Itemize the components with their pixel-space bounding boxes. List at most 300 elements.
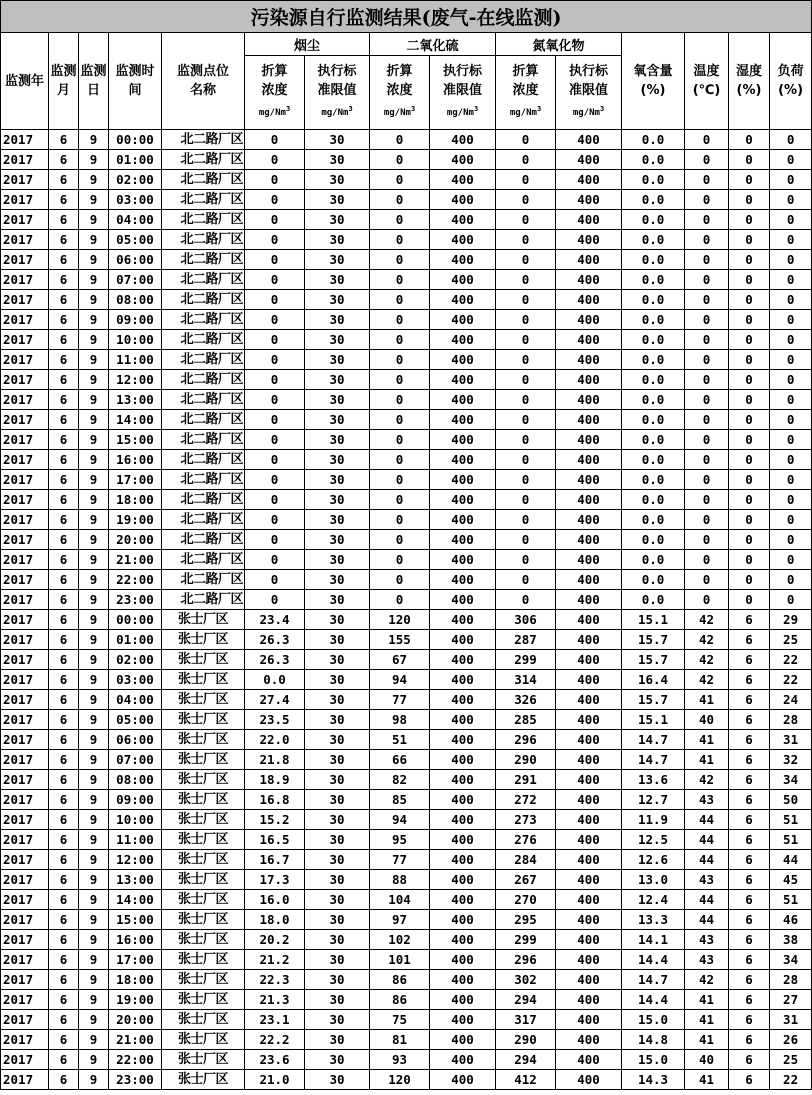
cell-so2-limit: 400 [430, 950, 496, 970]
cell-year: 2017 [1, 510, 49, 530]
cell-load: 28 [770, 710, 812, 730]
cell-nox-conc: 276 [496, 830, 556, 850]
cell-time: 04:00 [109, 210, 162, 230]
cell-year: 2017 [1, 1030, 49, 1050]
cell-so2-conc: 86 [370, 970, 430, 990]
cell-so2-limit: 400 [430, 130, 496, 150]
cell-so2-limit: 400 [430, 1030, 496, 1050]
cell-month: 6 [49, 350, 79, 370]
cell-year: 2017 [1, 530, 49, 550]
cell-time: 18:00 [109, 970, 162, 990]
cell-load: 25 [770, 1050, 812, 1070]
cell-dust-conc: 0 [245, 570, 305, 590]
cell-month: 6 [49, 830, 79, 850]
cell-nox-limit: 400 [556, 590, 622, 610]
cell-month: 6 [49, 950, 79, 970]
cell-time: 15:00 [109, 910, 162, 930]
cell-month: 6 [49, 290, 79, 310]
cell-day: 9 [79, 490, 109, 510]
cell-so2-conc: 0 [370, 590, 430, 610]
cell-time: 17:00 [109, 950, 162, 970]
cell-nox-limit: 400 [556, 510, 622, 530]
cell-month: 6 [49, 790, 79, 810]
cell-temperature: 44 [685, 890, 729, 910]
cell-so2-limit: 400 [430, 350, 496, 370]
cell-time: 07:00 [109, 750, 162, 770]
cell-dust-limit: 30 [305, 250, 370, 270]
cell-so2-limit: 400 [430, 390, 496, 410]
cell-nox-conc: 0 [496, 330, 556, 350]
cell-day: 9 [79, 990, 109, 1010]
cell-day: 9 [79, 1070, 109, 1090]
cell-temperature: 41 [685, 1030, 729, 1050]
cell-dust-limit: 30 [305, 670, 370, 690]
cell-site: 北二路厂区 [162, 570, 245, 590]
cell-oxygen: 14.3 [622, 1070, 685, 1090]
cell-dust-conc: 22.0 [245, 730, 305, 750]
cell-so2-conc: 120 [370, 1070, 430, 1090]
cell-time: 01:00 [109, 150, 162, 170]
cell-month: 6 [49, 150, 79, 170]
cell-time: 12:00 [109, 850, 162, 870]
cell-nox-conc: 267 [496, 870, 556, 890]
cell-dust-conc: 0 [245, 530, 305, 550]
cell-nox-conc: 290 [496, 1030, 556, 1050]
cell-humidity: 0 [729, 370, 770, 390]
cell-time: 03:00 [109, 670, 162, 690]
cell-day: 9 [79, 210, 109, 230]
cell-dust-conc: 0 [245, 410, 305, 430]
cell-time: 18:00 [109, 490, 162, 510]
cell-so2-conc: 101 [370, 950, 430, 970]
cell-month: 6 [49, 330, 79, 350]
cell-time: 03:00 [109, 190, 162, 210]
cell-load: 27 [770, 990, 812, 1010]
cell-so2-limit: 400 [430, 190, 496, 210]
header-time: 监测时间 [109, 33, 162, 130]
cell-oxygen: 0.0 [622, 530, 685, 550]
cell-dust-conc: 0 [245, 210, 305, 230]
cell-so2-conc: 67 [370, 650, 430, 670]
cell-so2-limit: 400 [430, 990, 496, 1010]
cell-day: 9 [79, 650, 109, 670]
cell-load: 0 [770, 450, 812, 470]
cell-site: 张士厂区 [162, 870, 245, 890]
cell-dust-limit: 30 [305, 370, 370, 390]
table-row [1, 750, 812, 770]
cell-dust-limit: 30 [305, 350, 370, 370]
cell-so2-limit: 400 [430, 170, 496, 190]
table-row [1, 810, 812, 830]
cell-year: 2017 [1, 330, 49, 350]
cell-month: 6 [49, 270, 79, 290]
cell-site: 张士厂区 [162, 790, 245, 810]
table-row [1, 790, 812, 810]
cell-time: 05:00 [109, 710, 162, 730]
cell-day: 9 [79, 870, 109, 890]
cell-year: 2017 [1, 710, 49, 730]
cell-site: 张士厂区 [162, 610, 245, 630]
cell-so2-limit: 400 [430, 470, 496, 490]
cell-so2-conc: 0 [370, 190, 430, 210]
table-row [1, 410, 812, 430]
cell-oxygen: 15.0 [622, 1010, 685, 1030]
cell-day: 9 [79, 310, 109, 330]
cell-temperature: 0 [685, 210, 729, 230]
cell-dust-limit: 30 [305, 750, 370, 770]
cell-dust-conc: 18.0 [245, 910, 305, 930]
cell-month: 6 [49, 970, 79, 990]
cell-dust-conc: 22.3 [245, 970, 305, 990]
cell-so2-conc: 155 [370, 630, 430, 650]
cell-oxygen: 0.0 [622, 330, 685, 350]
cell-humidity: 0 [729, 310, 770, 330]
cell-site: 北二路厂区 [162, 410, 245, 430]
cell-nox-conc: 0 [496, 390, 556, 410]
cell-oxygen: 0.0 [622, 250, 685, 270]
cell-dust-conc: 26.3 [245, 630, 305, 650]
table-row [1, 630, 812, 650]
cell-day: 9 [79, 290, 109, 310]
cell-so2-limit: 400 [430, 890, 496, 910]
cell-day: 9 [79, 590, 109, 610]
cell-nox-conc: 299 [496, 930, 556, 950]
cell-month: 6 [49, 810, 79, 830]
cell-so2-limit: 400 [430, 310, 496, 330]
cell-humidity: 0 [729, 270, 770, 290]
table-title: 污染源自行监测结果(废气-在线监测) [1, 1, 812, 33]
cell-nox-limit: 400 [556, 610, 622, 630]
cell-humidity: 0 [729, 530, 770, 550]
cell-dust-conc: 0 [245, 290, 305, 310]
cell-temperature: 44 [685, 910, 729, 930]
cell-dust-limit: 30 [305, 930, 370, 950]
cell-so2-limit: 400 [430, 1010, 496, 1030]
cell-so2-conc: 88 [370, 870, 430, 890]
table-row [1, 1030, 812, 1050]
cell-humidity: 0 [729, 210, 770, 230]
cell-nox-limit: 400 [556, 270, 622, 290]
cell-time: 12:00 [109, 370, 162, 390]
cell-dust-limit: 30 [305, 390, 370, 410]
cell-temperature: 44 [685, 830, 729, 850]
cell-time: 16:00 [109, 450, 162, 470]
cell-site: 张士厂区 [162, 890, 245, 910]
cell-so2-limit: 400 [430, 750, 496, 770]
cell-site: 北二路厂区 [162, 390, 245, 410]
cell-humidity: 6 [729, 1070, 770, 1090]
cell-dust-limit: 30 [305, 150, 370, 170]
cell-humidity: 0 [729, 150, 770, 170]
cell-humidity: 0 [729, 410, 770, 430]
cell-load: 0 [770, 410, 812, 430]
table-row [1, 370, 812, 390]
cell-month: 6 [49, 730, 79, 750]
cell-temperature: 0 [685, 590, 729, 610]
table-row [1, 350, 812, 370]
cell-dust-conc: 0 [245, 370, 305, 390]
cell-load: 0 [770, 370, 812, 390]
table-row [1, 970, 812, 990]
cell-month: 6 [49, 490, 79, 510]
cell-site: 张士厂区 [162, 970, 245, 990]
header-day: 监测日 [79, 33, 109, 130]
cell-site: 北二路厂区 [162, 290, 245, 310]
cell-nox-limit: 400 [556, 470, 622, 490]
cell-oxygen: 0.0 [622, 370, 685, 390]
cell-temperature: 0 [685, 390, 729, 410]
cell-humidity: 0 [729, 450, 770, 470]
table-row [1, 930, 812, 950]
cell-so2-conc: 104 [370, 890, 430, 910]
cell-so2-limit: 400 [430, 790, 496, 810]
cell-time: 22:00 [109, 570, 162, 590]
cell-time: 00:00 [109, 610, 162, 630]
header-group-dust: 烟尘 [245, 33, 370, 56]
cell-nox-limit: 400 [556, 490, 622, 510]
cell-time: 13:00 [109, 390, 162, 410]
cell-nox-limit: 400 [556, 830, 622, 850]
header-year: 监测年 [1, 33, 49, 130]
cell-dust-conc: 0 [245, 450, 305, 470]
cell-dust-conc: 23.5 [245, 710, 305, 730]
cell-so2-conc: 0 [370, 150, 430, 170]
cell-so2-conc: 120 [370, 610, 430, 630]
cell-temperature: 0 [685, 430, 729, 450]
cell-humidity: 6 [729, 890, 770, 910]
cell-dust-limit: 30 [305, 1050, 370, 1070]
cell-temperature: 41 [685, 990, 729, 1010]
cell-so2-conc: 95 [370, 830, 430, 850]
cell-site: 张士厂区 [162, 810, 245, 830]
cell-load: 28 [770, 970, 812, 990]
cell-so2-limit: 400 [430, 610, 496, 630]
cell-nox-limit: 400 [556, 910, 622, 930]
cell-month: 6 [49, 1030, 79, 1050]
cell-time: 13:00 [109, 870, 162, 890]
cell-so2-limit: 400 [430, 690, 496, 710]
cell-time: 20:00 [109, 530, 162, 550]
cell-load: 50 [770, 790, 812, 810]
cell-oxygen: 15.1 [622, 710, 685, 730]
cell-day: 9 [79, 670, 109, 690]
cell-day: 9 [79, 530, 109, 550]
cell-site: 张士厂区 [162, 950, 245, 970]
cell-year: 2017 [1, 430, 49, 450]
cell-temperature: 42 [685, 630, 729, 650]
header-so2-conc: 折算浓度 mg/Nm$^3$ [370, 56, 430, 130]
cell-so2-limit: 400 [430, 270, 496, 290]
cell-dust-conc: 17.3 [245, 870, 305, 890]
cell-humidity: 6 [729, 830, 770, 850]
table-row [1, 770, 812, 790]
cell-day: 9 [79, 510, 109, 530]
cell-nox-limit: 400 [556, 530, 622, 550]
cell-day: 9 [79, 350, 109, 370]
cell-dust-limit: 30 [305, 990, 370, 1010]
cell-year: 2017 [1, 610, 49, 630]
cell-time: 09:00 [109, 790, 162, 810]
cell-day: 9 [79, 370, 109, 390]
cell-load: 44 [770, 850, 812, 870]
cell-month: 6 [49, 390, 79, 410]
cell-so2-conc: 93 [370, 1050, 430, 1070]
cell-site: 张士厂区 [162, 650, 245, 670]
table-row [1, 950, 812, 970]
cell-humidity: 6 [729, 650, 770, 670]
cell-dust-limit: 30 [305, 130, 370, 150]
cell-nox-conc: 0 [496, 470, 556, 490]
cell-site: 北二路厂区 [162, 170, 245, 190]
cell-nox-conc: 0 [496, 230, 556, 250]
cell-site: 北二路厂区 [162, 150, 245, 170]
cell-site: 北二路厂区 [162, 490, 245, 510]
cell-site: 北二路厂区 [162, 230, 245, 250]
table-row [1, 450, 812, 470]
cell-dust-limit: 30 [305, 270, 370, 290]
cell-nox-limit: 400 [556, 950, 622, 970]
cell-site: 北二路厂区 [162, 270, 245, 290]
cell-oxygen: 0.0 [622, 130, 685, 150]
cell-so2-conc: 0 [370, 510, 430, 530]
cell-day: 9 [79, 450, 109, 470]
cell-so2-conc: 0 [370, 470, 430, 490]
cell-dust-conc: 26.3 [245, 650, 305, 670]
cell-humidity: 6 [729, 910, 770, 930]
cell-nox-conc: 0 [496, 570, 556, 590]
cell-temperature: 0 [685, 150, 729, 170]
cell-so2-limit: 400 [430, 370, 496, 390]
cell-site: 张士厂区 [162, 770, 245, 790]
cell-nox-limit: 400 [556, 350, 622, 370]
header-month: 监测月 [49, 33, 79, 130]
cell-site: 张士厂区 [162, 930, 245, 950]
cell-dust-conc: 0 [245, 270, 305, 290]
cell-oxygen: 0.0 [622, 550, 685, 570]
cell-oxygen: 11.9 [622, 810, 685, 830]
cell-so2-conc: 94 [370, 670, 430, 690]
cell-month: 6 [49, 370, 79, 390]
cell-load: 34 [770, 950, 812, 970]
cell-so2-conc: 0 [370, 330, 430, 350]
table-row [1, 710, 812, 730]
cell-day: 9 [79, 230, 109, 250]
cell-load: 0 [770, 190, 812, 210]
cell-oxygen: 14.7 [622, 750, 685, 770]
cell-dust-conc: 23.6 [245, 1050, 305, 1070]
cell-temperature: 43 [685, 930, 729, 950]
cell-time: 10:00 [109, 810, 162, 830]
cell-nox-limit: 400 [556, 690, 622, 710]
table-row [1, 510, 812, 530]
cell-so2-limit: 400 [430, 490, 496, 510]
cell-so2-limit: 400 [430, 870, 496, 890]
table-row [1, 650, 812, 670]
cell-so2-limit: 400 [430, 250, 496, 270]
cell-temperature: 0 [685, 230, 729, 250]
cell-site: 北二路厂区 [162, 250, 245, 270]
cell-so2-conc: 0 [370, 550, 430, 570]
table-row [1, 850, 812, 870]
cell-load: 0 [770, 210, 812, 230]
cell-so2-conc: 97 [370, 910, 430, 930]
cell-time: 08:00 [109, 290, 162, 310]
cell-nox-conc: 412 [496, 1070, 556, 1090]
cell-load: 51 [770, 890, 812, 910]
cell-oxygen: 12.5 [622, 830, 685, 850]
cell-nox-conc: 0 [496, 490, 556, 510]
cell-time: 14:00 [109, 890, 162, 910]
cell-year: 2017 [1, 690, 49, 710]
cell-nox-conc: 0 [496, 370, 556, 390]
cell-month: 6 [49, 230, 79, 250]
cell-load: 0 [770, 350, 812, 370]
cell-year: 2017 [1, 490, 49, 510]
header-nox-conc: 折算浓度 mg/Nm$^3$ [496, 56, 556, 130]
cell-dust-limit: 30 [305, 730, 370, 750]
cell-load: 0 [770, 170, 812, 190]
cell-year: 2017 [1, 370, 49, 390]
cell-oxygen: 0.0 [622, 170, 685, 190]
cell-humidity: 6 [729, 630, 770, 650]
cell-day: 9 [79, 810, 109, 830]
cell-load: 0 [770, 330, 812, 350]
cell-nox-limit: 400 [556, 150, 622, 170]
cell-nox-conc: 299 [496, 650, 556, 670]
cell-day: 9 [79, 570, 109, 590]
cell-time: 06:00 [109, 250, 162, 270]
cell-so2-conc: 0 [370, 570, 430, 590]
cell-so2-conc: 0 [370, 490, 430, 510]
cell-year: 2017 [1, 870, 49, 890]
cell-year: 2017 [1, 1050, 49, 1070]
cell-month: 6 [49, 670, 79, 690]
cell-dust-limit: 30 [305, 530, 370, 550]
cell-dust-limit: 30 [305, 290, 370, 310]
cell-dust-limit: 30 [305, 910, 370, 930]
table-row [1, 590, 812, 610]
cell-dust-conc: 0.0 [245, 670, 305, 690]
cell-site: 北二路厂区 [162, 130, 245, 150]
cell-time: 10:00 [109, 330, 162, 350]
cell-load: 0 [770, 490, 812, 510]
cell-so2-conc: 0 [370, 530, 430, 550]
cell-dust-limit: 30 [305, 950, 370, 970]
cell-nox-conc: 294 [496, 990, 556, 1010]
table-row [1, 870, 812, 890]
cell-so2-conc: 77 [370, 850, 430, 870]
cell-day: 9 [79, 690, 109, 710]
cell-humidity: 6 [729, 950, 770, 970]
cell-year: 2017 [1, 790, 49, 810]
cell-load: 0 [770, 570, 812, 590]
cell-month: 6 [49, 690, 79, 710]
cell-so2-limit: 400 [430, 210, 496, 230]
cell-time: 23:00 [109, 590, 162, 610]
header-load: 负荷(%) [770, 33, 812, 130]
table-row [1, 690, 812, 710]
cell-dust-conc: 0 [245, 390, 305, 410]
cell-dust-limit: 30 [305, 970, 370, 990]
table-row [1, 390, 812, 410]
cell-nox-limit: 400 [556, 630, 622, 650]
cell-nox-conc: 285 [496, 710, 556, 730]
cell-nox-limit: 400 [556, 230, 622, 250]
cell-year: 2017 [1, 570, 49, 590]
cell-day: 9 [79, 790, 109, 810]
cell-humidity: 6 [729, 810, 770, 830]
table-row [1, 430, 812, 450]
